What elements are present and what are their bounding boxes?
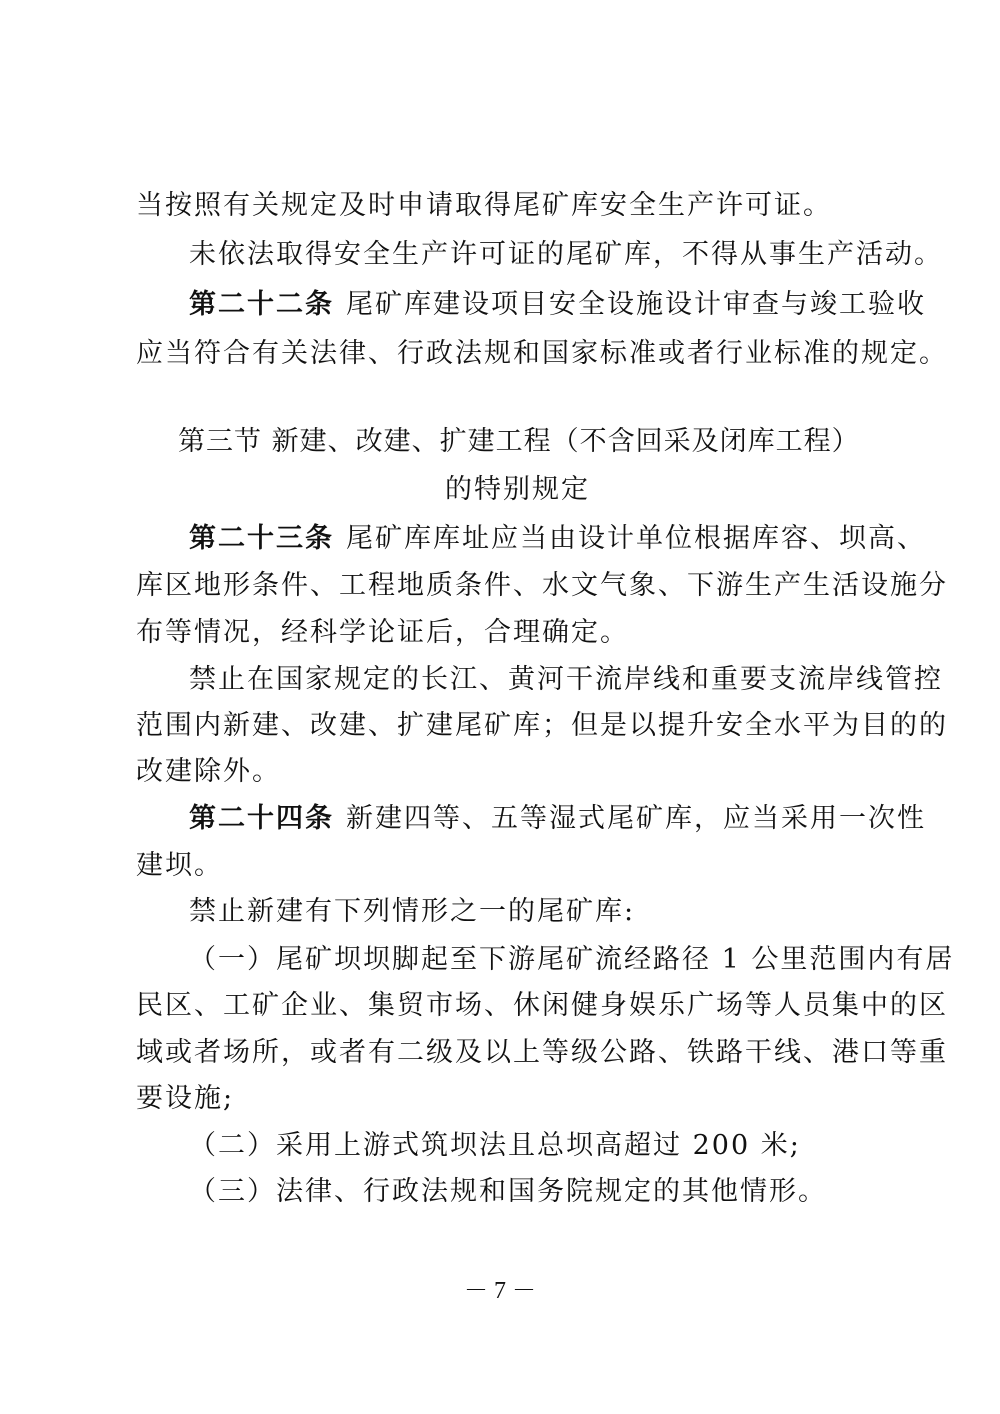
text-line: 布等情况，经科学论证后，合理确定。 <box>136 617 629 648</box>
text-line: 改建除外。 <box>136 756 281 787</box>
article-text: 新建四等、五等湿式尾矿库，应当采用一次性 <box>346 803 926 834</box>
article-heading: 第二十四条 <box>189 803 334 834</box>
page-number: － 7 － <box>464 1278 536 1304</box>
text-line: 要设施; <box>136 1083 235 1114</box>
article-text: 尾矿库建设项目安全设施设计审查与竣工验收 <box>346 289 926 320</box>
article-heading: 第二十二条 <box>189 289 334 320</box>
text-line: 域或者场所，或者有二级及以上等级公路、铁路干线、港口等重 <box>136 1037 948 1068</box>
text-line: 范围内新建、改建、扩建尾矿库；但是以提升安全水平为目的的 <box>136 710 948 741</box>
list-item: （一）尾矿坝坝脚起至下游尾矿流经路径 1 公里范围内有居 <box>189 944 955 975</box>
list-item: （三）法律、行政法规和国务院规定的其他情形。 <box>189 1176 827 1207</box>
article-24-line <box>189 799 926 839</box>
list-item: （二）采用上游式筑坝法且总坝高超过 200 米; <box>189 1130 801 1161</box>
section-title: 第三节 新建、改建、扩建工程（不含回采及闭库工程） <box>178 426 860 457</box>
text-line: 禁止在国家规定的长江、黄河干流岸线和重要支流岸线管控 <box>189 664 943 695</box>
article-heading: 第二十三条 <box>189 523 334 554</box>
article-22-line <box>189 285 926 325</box>
section-title-continued: 的特别规定 <box>445 474 590 505</box>
text-line: 当按照有关规定及时申请取得尾矿库安全生产许可证。 <box>136 190 832 221</box>
text-line: 未依法取得安全生产许可证的尾矿库，不得从事生产活动。 <box>189 239 943 270</box>
text-line: 民区、工矿企业、集贸市场、休闲健身娱乐广场等人员集中的区 <box>136 990 948 1021</box>
article-text: 尾矿库库址应当由设计单位根据库容、坝高、 <box>346 523 926 554</box>
text-line: 禁止新建有下列情形之一的尾矿库: <box>189 896 636 927</box>
article-23-line <box>189 519 926 559</box>
text-line: 建坝。 <box>136 850 223 881</box>
text-line: 应当符合有关法律、行政法规和国家标准或者行业标准的规定。 <box>136 338 948 369</box>
text-line: 库区地形条件、工程地质条件、水文气象、下游生产生活设施分 <box>136 570 948 601</box>
